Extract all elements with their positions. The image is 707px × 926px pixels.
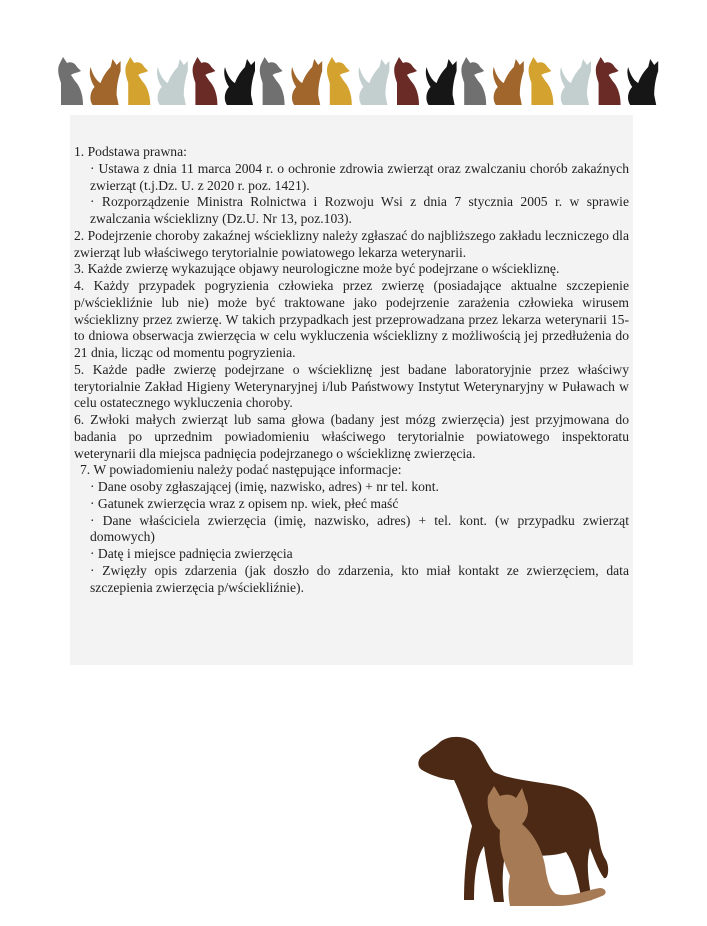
info-date-place: · Datę i miejsce padnięcia zwierzęcia xyxy=(90,546,293,561)
item-5: 5. Każde padłe zwierzę podejrzane o wściekliznę jest badane laboratoryjnie przez właściwy terytorialnie Zakład Higieny Weterynaryjnej i/lub Państwowy Instytut Weterynaryjny w Puławach w celu ostatecznego wykluczenia choroby. xyxy=(74,361,629,411)
cat-silhouette-icon xyxy=(627,59,658,105)
item-2: 2. Podejrzenie choroby zakaźnej wścieklizny należy zgłaszać do najbliższego zakładu leczniczego dla zwierząt lub właściwego terytorialnie powiatowego lekarza weterynarii. xyxy=(74,227,629,260)
info-description: · Zwięzły opis zdarzenia (jak doszło do zdarzenia, kto miał kontakt ze zwierzęciem, data szczepienia zwierzęcia p/wściekliźnie). xyxy=(90,562,629,595)
dog-silhouette-icon xyxy=(461,57,486,105)
dog-silhouette-icon xyxy=(125,57,150,105)
dogs-and-cats-banner xyxy=(55,55,663,107)
dog-silhouette-icon xyxy=(394,57,419,105)
cat-silhouette-icon xyxy=(359,59,390,105)
document-text xyxy=(74,144,629,596)
dog-and-cat-silhouette xyxy=(410,730,620,915)
cat-silhouette-icon xyxy=(291,59,322,105)
legal-basis-regulation: · Rozporządzenie Ministra Rolnictwa i Rozwoju Wsi z dnia 7 stycznia 2005 r. w sprawie zwalczania wścieklizny (Dz.U. Nr 13, poz.103). xyxy=(90,194,629,226)
dog-silhouette-icon xyxy=(58,57,83,105)
dog-silhouette-icon xyxy=(327,57,352,105)
dog-silhouette-icon xyxy=(596,57,621,105)
dog-silhouette-icon xyxy=(193,57,218,105)
cat-silhouette-icon xyxy=(426,59,457,105)
item-1-heading: 1. Podstawa prawna: xyxy=(74,144,187,159)
info-owner: · Dane właściciela zwierzęcia (imię, nazwisko, adres) + tel. kont. (w przypadku zwierząt domowych) xyxy=(90,512,629,545)
item-4: 4. Każdy przypadek pogryzienia człowieka przez zwierzę (posiadające aktualne szczepienie p/wściekliźnie lub nie) może być traktowane jako podejrzenie zarażenia człowieka wirusem wścieklizny przez zwierzę. W takich przypadkach jest przeprowadzana przez lekarza weterynarii 15-to dniowa obserwacja zwierzęcia w celu wykluczenia wścieklizny z możliwością jej przedłużenia do 21 dnia, licząc od momentu pogryzienia. xyxy=(74,278,629,360)
dog-silhouette-icon xyxy=(260,57,285,105)
item-3: 3. Każde zwierzę wykazujące objawy neurologiczne może być podejrzane o wściekliznę. xyxy=(74,261,560,277)
cat-silhouette-icon xyxy=(157,59,188,105)
cat-silhouette-icon xyxy=(493,59,524,105)
item-7-heading: 7. W powiadomieniu należy podać następujące informacje: xyxy=(80,462,402,478)
cat-silhouette-icon xyxy=(560,59,591,105)
item-6: 6. Zwłoki małych zwierząt lub sama głowa (badany jest mózg zwierzęcia) jest przyjmowana do badania po uprzednim powiadomieniu właściwego terytorialnie powiatowego inspektoratu weterynarii dla miejsca padnięcia podejrzanego o wściekliznę zwierzęcia. xyxy=(74,412,629,461)
dog-silhouette-icon xyxy=(529,57,554,105)
legal-basis-act: · Ustawa z dnia 11 marca 2004 r. o ochronie zdrowia zwierząt oraz zwalczaniu chorób zakaźnych zwierząt (t.j.Dz. U. z 2020 r. poz. 1421). xyxy=(90,160,629,193)
cat-silhouette-icon xyxy=(224,59,255,105)
info-species: · Gatunek zwierzęcia wraz z opisem np. wiek, płeć maść xyxy=(90,495,399,511)
cat-silhouette-icon xyxy=(90,59,121,105)
info-reporter: · Dane osoby zgłaszającej (imię, nazwisko, adres) + nr tel. kont. xyxy=(90,479,439,494)
